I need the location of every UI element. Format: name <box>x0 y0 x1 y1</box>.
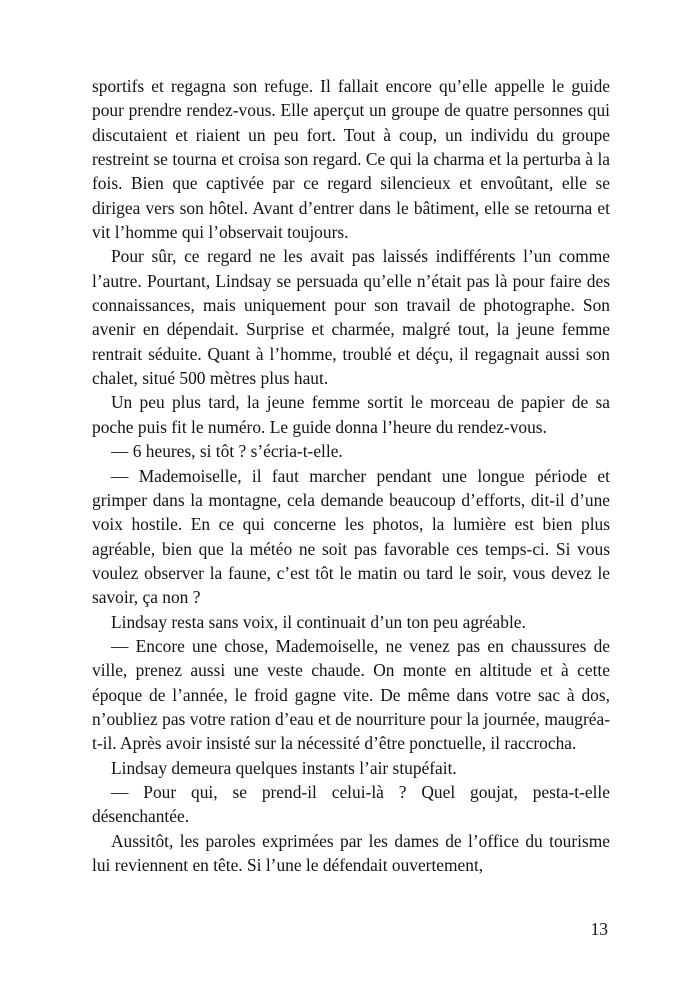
dialogue-line: — Encore une chose, Mademoiselle, ne venez pas en chaussures de ville, prenez aussi une veste chaude. On monte en altitude et à cette époque de l’année, le froid gagne vite. De même dans votre sac à dos, n’oubliez pas votre ration d’eau et de nourriture pour la journée, maugréa-t-il. Après avoir insisté sur la nécessité d’être ponctuelle, il raccrocha. <box>92 635 610 754</box>
paragraph: Lindsay resta sans voix, il continuait d’un ton peu agréable. <box>111 611 526 632</box>
paragraph: Un peu plus tard, la jeune femme sortit le morceau de papier de sa poche puis fit le numéro. Le guide donna l’heure du rendez-vous. <box>92 392 610 437</box>
paragraph: Pour sûr, ce regard ne les avait pas laissés indifférents l’un comme l’autre. Pourtant, Lindsay se persuada qu’elle n’était pas là pour faire des connaissances, mais uniquement pour son travail de photographe. Son avenir en dépendait. Surprise et charmée, malgré tout, la jeune femme rentrait séduite. Quant à l’homme, troublé et déçu, il regagnait aussi son chalet, situé 500 mètres plus haut. <box>92 246 610 389</box>
paragraph: Aussitôt, les paroles exprimées par les dames de l’office du tourisme lui reviennent en tête. Si l’une le défendait ouvertement, <box>92 830 610 875</box>
dialogue-line: — 6 heures, si tôt ? s’écria-t-elle. <box>111 441 343 462</box>
body-text <box>92 74 610 877</box>
page-number: 13 <box>590 919 608 939</box>
dialogue-line: — Mademoiselle, il faut marcher pendant une longue période et grimper dans la montagne, cela demande beaucoup d’efforts, dit-il d’une voix hostile. En ce qui concerne les photos, la lumière est bien plus agréable, bien que la météo ne soit pas favorable ces temps-ci. Si vous voulez observer la faune, c’est tôt le matin ou tard le soir, vous devez le savoir, ça non ? <box>92 465 610 608</box>
paragraph: Lindsay demeura quelques instants l’air stupéfait. <box>111 757 457 778</box>
paragraph: sportifs et regagna son refuge. Il fallait encore qu’elle appelle le guide pour prendre rendez-vous. Elle aperçut un groupe de quatre personnes qui discutaient et riaient un peu fort. Tout à coup, un individu du groupe restreint se tourna et croisa son regard. Ce qui la charma et la perturba à la fois. Bien que captivée par ce regard silencieux et envoûtant, elle se dirigea vers son hôtel. Avant d’entrer dans le bâtiment, elle se retourna et vit l’homme qui l’observait toujours. <box>92 76 610 243</box>
dialogue-line: — Pour qui, se prend-il celui-là ? Quel goujat, pesta-t-elle désenchantée. <box>92 781 610 827</box>
